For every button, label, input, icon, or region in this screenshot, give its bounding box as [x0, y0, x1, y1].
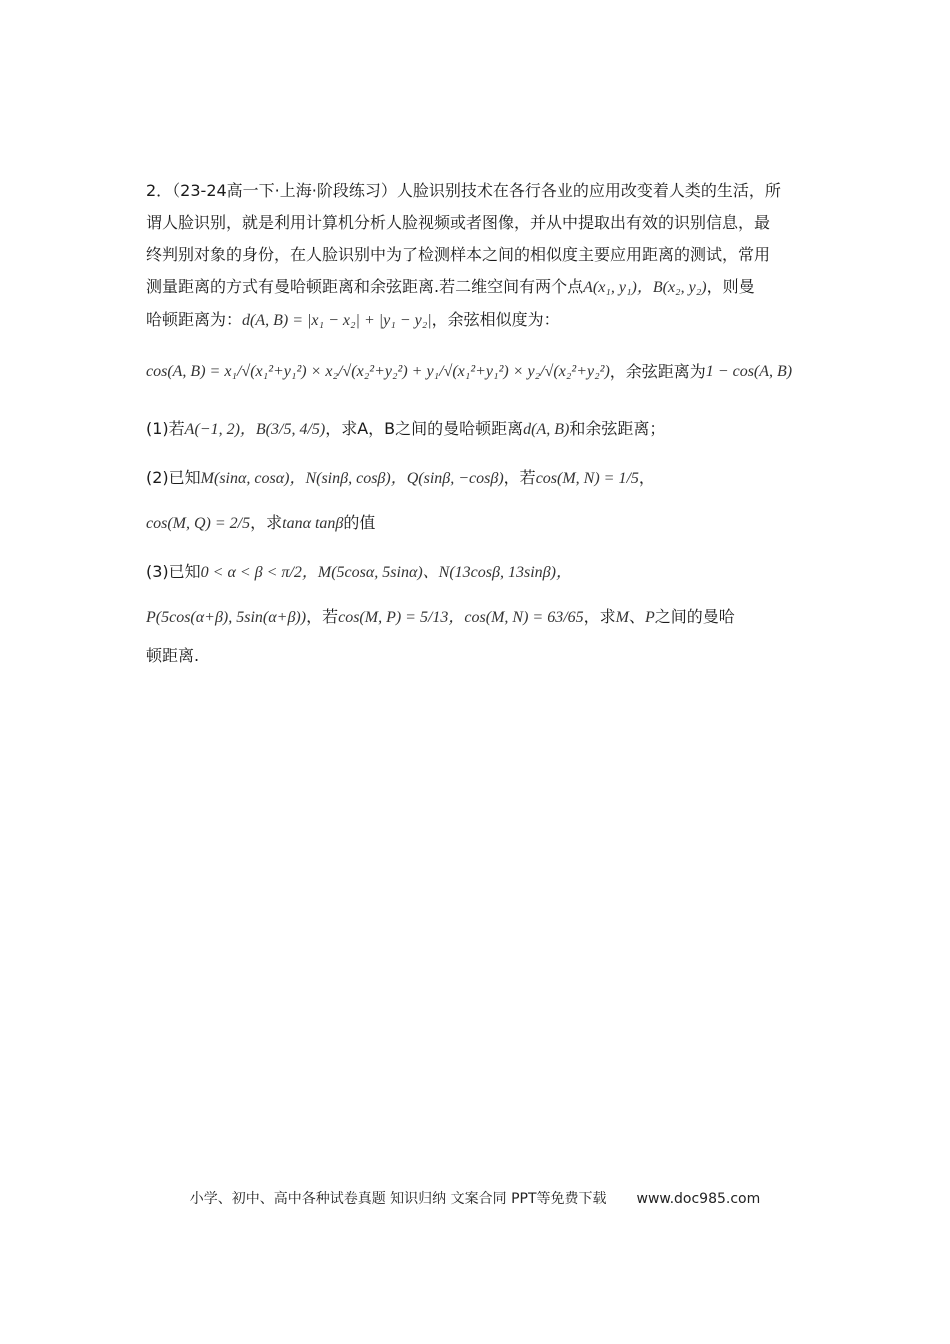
page-footer [0, 1188, 950, 1208]
part3-cond-prefix: ，若 [306, 607, 339, 626]
eq-tail: ，余弦距离为 [609, 362, 706, 381]
part3-cond1: cos(M, P) = 5/13 [338, 609, 449, 626]
points-formula: A(x₁, y₁)，B(x₂, y₂) [583, 279, 707, 296]
part2-cond2: cos(M, Q) = 2/5 [146, 515, 251, 532]
part1-point-b: ，B(3/5, 4/5) [239, 421, 326, 438]
line4-text: 测量距离的方式有曼哈顿距离和余弦距离.若二维空间有两个点 [146, 277, 584, 296]
part2-tail: 的值 [343, 513, 376, 532]
part1-tail: 和余弦距离； [569, 419, 666, 438]
part3-range: 0 < α < β < π/2 [200, 564, 302, 581]
part-1 [146, 413, 816, 446]
part3-points: ，M(5cosα, 5sinα)、N(13cosβ, 13sinβ)， [301, 564, 572, 581]
part-3-line-1 [146, 556, 816, 589]
line4-tail: ，则曼 [706, 277, 755, 296]
footer-site-link[interactable]: www.doc985.com [636, 1191, 761, 1207]
part3-sep: 、 [629, 607, 646, 626]
problem-line-1: 2．（23-24高一下·上海·阶段练习）人脸识别技术在各行各业的应用改变着人类的生活，所 [146, 181, 781, 200]
manhattan-formula: d(A, B) = |x₁ − x₂| + |y₁ − y₂| [242, 312, 432, 329]
part3-point-p: P(5cos(α+β), 5sin(α+β)) [146, 609, 307, 626]
part1-d: d(A, B) [523, 421, 570, 438]
cosine-similarity-formula: cos(A, B) = x₁/√(x₁²+y₁²) × x₂/√(x₂²+y₂²) + y₁/√(x₁²+y₁²) × y₂/√(x₂²+y₂²) [146, 363, 610, 380]
footer-text: 小学、初中、高中各种试卷真题 知识归纳 文案合同 PPT等免费下载 [189, 1191, 607, 1207]
part1-label: (1)若 [146, 419, 185, 438]
problem-line-4 [146, 271, 816, 304]
part3-tail: 之间的曼哈 [654, 607, 735, 626]
part1-point-a: A(−1, 2) [184, 421, 240, 438]
part3-label: (3)已知 [146, 562, 201, 581]
problem-block [146, 175, 816, 672]
problem-line-2: 谓人脸识别，就是利用计算机分析人脸视频或者图像，并从中提取出有效的识别信息，最 [146, 213, 771, 232]
part2-target: tanα tanβ [282, 515, 344, 532]
part3-m: M [615, 609, 629, 626]
problem-line-3: 终判别对象的身份，在人脸识别中为了检测样本之间的相似度主要应用距离的测试，常用 [146, 245, 771, 264]
line5-tail: ，余弦相似度为： [431, 310, 560, 329]
part-2-line-2 [146, 507, 816, 540]
part2-cond-prefix: ，若 [503, 468, 536, 487]
part2-points: M(sinα, cosα)，N(sinβ, cosβ)，Q(sinβ, −cosβ) [200, 470, 504, 487]
part3-p: P [645, 609, 655, 626]
part-3-line-2 [146, 601, 816, 634]
part2-label: (2)已知 [146, 468, 201, 487]
part2-ask: ，求 [250, 513, 283, 532]
part-2-line-1: (2)已知M(sinα, cosα)，N(sinβ, cosβ)，Q(sinβ, −cosβ)，若cos(M, N) = 1/5， [146, 468, 655, 487]
part2-cond1: cos(M, N) = 1/5 [535, 470, 639, 487]
cosine-equation-row [146, 347, 816, 397]
part1-text: ，求A，B之间的曼哈顿距离 [325, 419, 524, 438]
cosine-distance-formula: 1 − cos(A, B) [705, 363, 793, 380]
part3-cond2: ，cos(M, N) = 63/65 [448, 609, 584, 626]
part3-ask: ，求 [583, 607, 616, 626]
line5-text: 哈顿距离为： [146, 310, 243, 329]
part-3-line-3: 顿距离. [146, 646, 200, 665]
problem-line-5 [146, 304, 816, 337]
